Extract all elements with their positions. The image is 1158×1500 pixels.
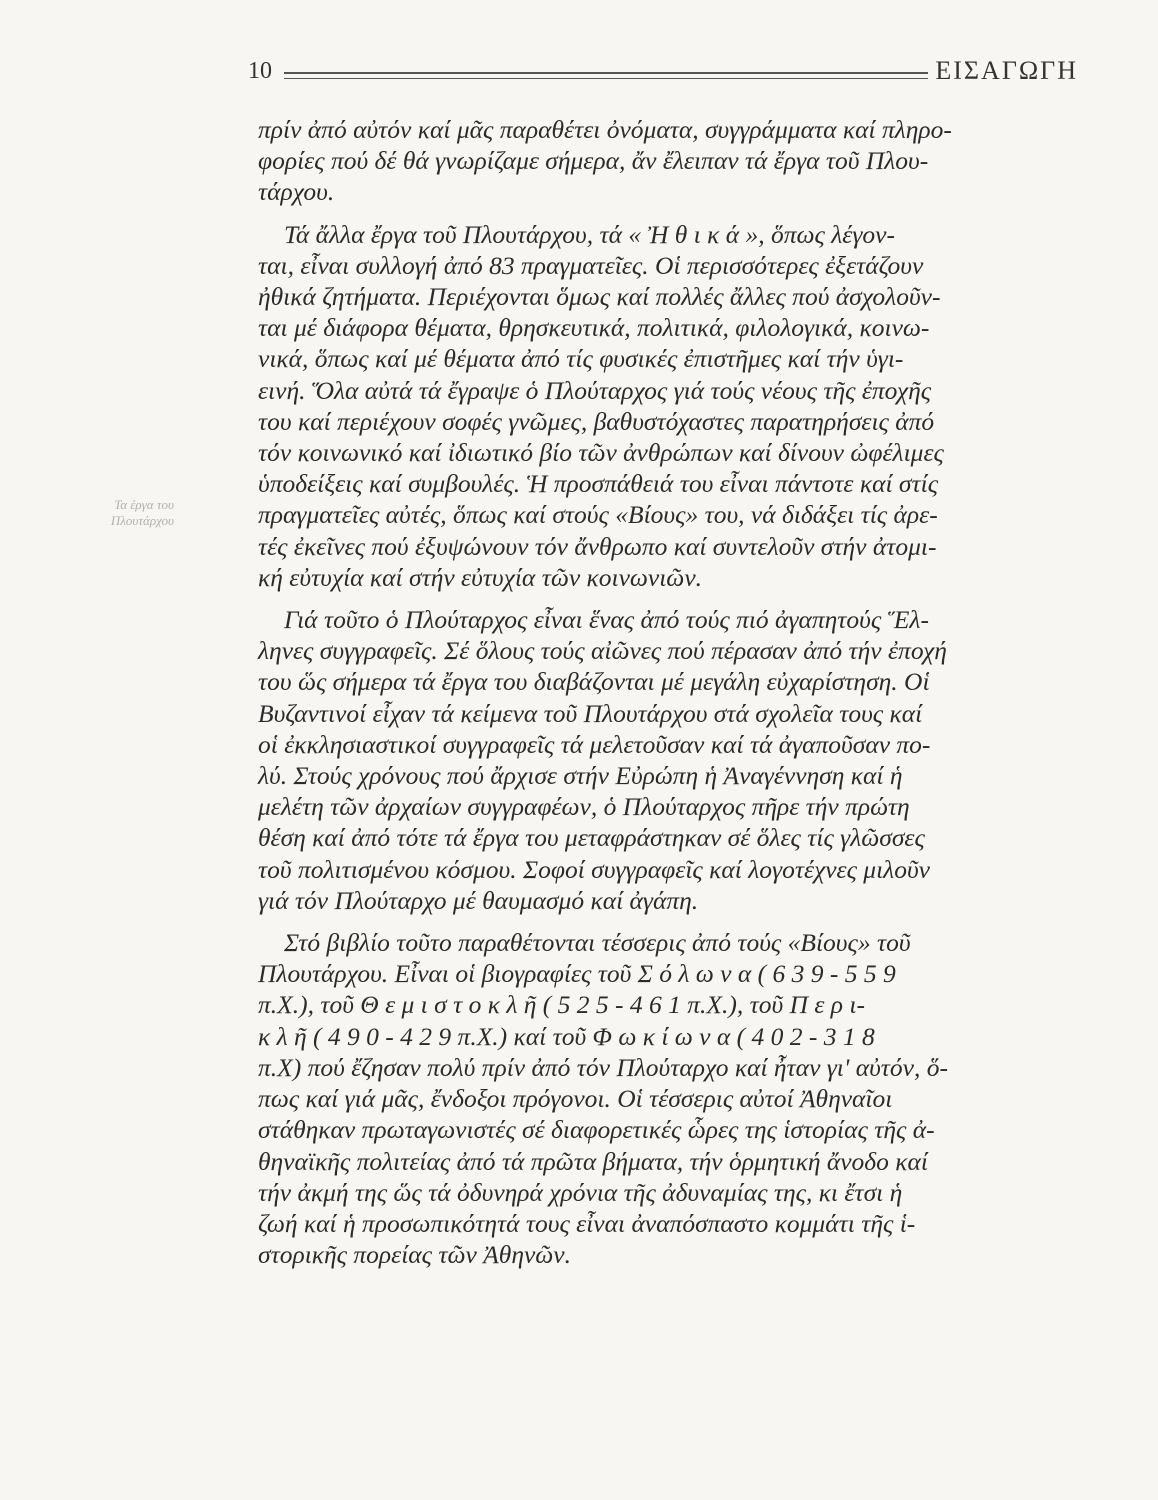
text-line: ὑποδείξεις καί συμβουλές. Ἡ προσπάθειά του εἶναι πάντοτε καί στίς — [258, 469, 939, 499]
text-line: κ λ ῆ ( 4 9 0 - 4 2 9 π.Χ.) καί τοῦ Φ ω κ ί ω ν α ( 4 0 2 - 3 1 8 — [258, 1021, 875, 1051]
running-header — [248, 52, 1078, 92]
text-line: φορίες πού δέ θά γνωρίζαμε σήμερα, ἄν ἔλειπαν τά ἔργα τοῦ Πλου- — [258, 146, 929, 176]
text-line: πραγματεῖες αὐτές, ὅπως καί στούς «Βίους» του, νά διδάξει τίς ἀρε- — [258, 500, 938, 530]
text-line: τοῦ πολιτισμένου κόσμου. Σοφοί συγγραφεῖς καί λογοτέχνες μιλοῦν — [258, 854, 931, 884]
text-line: ται μέ διάφορα θέματα, θρησκευτικά, πολιτικά, φιλολογικά, κοινω- — [258, 313, 930, 343]
text-line: π.Χ.), τοῦ Θ ε μ ι σ τ ο κ λ ῆ ( 5 2 5 - 4 6 1 π.Χ.), τοῦ Π ε ρ ι- — [258, 990, 865, 1020]
text-line: Πλουτάρχου. Εἶναι οἱ βιογραφίες τοῦ Σ ό λ ω ν α ( 6 3 9 - 5 5 9 — [258, 959, 896, 989]
text-line: τάρχου. — [258, 177, 335, 207]
text-line: γιά τόν Πλούταρχο μέ θαυμασμό καί ἀγάπη. — [258, 885, 699, 915]
margin-note-line: Τα έργα του — [114, 497, 174, 512]
text-line: Γιά τοῦτο ὁ Πλούταρχος εἶναι ἕνας ἀπό τούς πιό ἀγαπητούς Ἕλ- — [284, 605, 929, 635]
chapter-title: ΕΙΣΑΓΩΓΗ — [935, 56, 1078, 85]
text-line: στορικῆς πορείας τῶν Ἀθηνῶν. — [258, 1240, 571, 1270]
text-line: μελέτη τῶν ἀρχαίων συγγραφέων, ὁ Πλούταρχος πῆρε τήν πρώτη — [258, 792, 910, 822]
text-line: εινή. Ὅλα αὐτά τά ἔγραψε ὁ Πλούταρχος γιά τούς νέους τῆς ἐποχῆς — [258, 375, 932, 405]
text-line: θηναϊκῆς πολιτείας ἀπό τά πρῶτα βήματα, τήν ὁρμητική ἄνοδο καί — [258, 1146, 928, 1176]
text-line: νικά, ὅπως καί μέ θέματα ἀπό τίς φυσικές ἐπιστῆμες καί τήν ὑγι- — [258, 344, 904, 374]
text-line: π.Χ) πού ἔζησαν πολύ πρίν ἀπό τόν Πλούταρχο καί ἦταν γι' αὐτόν, ὅ- — [258, 1052, 948, 1082]
header-rule — [284, 72, 928, 79]
text-line: Στό βιβλίο τοῦτο παραθέτονται τέσσερις ἀπό τούς «Βίους» τοῦ — [284, 928, 911, 958]
text-line: θέση καί ἀπό τότε τά ἔργα του μεταφράστηκαν σέ ὅλες τίς γλῶσσες — [258, 823, 925, 853]
text-line: Τά ἄλλα ἔργα τοῦ Πλουτάρχου, τά « Ἠ θ ι κ ά », ὅπως λέγον- — [284, 219, 895, 249]
text-line: οἱ ἐκκλησιαστικοί συγγραφεῖς τά μελετοῦσαν καί τά ἀγαποῦσαν πο- — [258, 729, 931, 759]
text-line: ληνες συγγραφεῖς. Σέ ὅλους τούς αἰῶνες πού πέρασαν ἀπό τήν ἐποχή — [258, 636, 947, 666]
text-line: τόν κοινωνικό καί ἰδιωτικό βίο τῶν ἀνθρώπων καί δίνουν ὠφέλιμες — [258, 438, 944, 468]
paragraph-1 — [258, 114, 1086, 208]
text-line: ται, εἶναι συλλογή ἀπό 83 πραγματεῖες. Οἱ περισσότερες ἐξετάζουν — [258, 250, 924, 280]
page-number: 10 — [248, 58, 272, 84]
margin-note — [44, 497, 174, 529]
text-line: στάθηκαν πρωταγωνιστές σέ διαφορετικές ὧρες της ἱστορίας τῆς ἀ- — [258, 1115, 935, 1145]
text-line: τές ἐκεῖνες πού ἐξυψώνουν τόν ἄνθρωπο καί συντελοῦν στήν ἀτομι- — [258, 531, 937, 561]
text-line: ἠθικά ζητήματα. Περιέχονται ὅμως καί πολλές ἄλλες πού ἀσχολοῦν- — [258, 282, 941, 312]
text-line: λύ. Στούς χρόνους πού ἄρχισε στήν Εὐρώπη ἡ Ἀναγέννηση καί ἡ — [258, 761, 903, 791]
paragraph-3 — [258, 604, 1086, 916]
text-line: τήν ἀκμή της ὥς τά ὀδυνηρά χρόνια τῆς ἀδυναμίας της, κι ἔτσι ἡ — [258, 1177, 903, 1207]
paragraph-4 — [258, 927, 1086, 1270]
text-line: του ὥς σήμερα τά ἔργα του διαβάζονται μέ μεγάλη εὐχαρίστηση. Οἱ — [258, 667, 930, 697]
body-text — [258, 114, 1086, 1270]
text-line: του καί περιέχουν σοφές γνῶμες, βαθυστόχαστες παρατηρήσεις ἀπό — [258, 406, 935, 436]
margin-note-line: Πλουτάρχου — [110, 513, 174, 528]
text-line: κή εὐτυχία καί στήν εὐτυχία τῶν κοινωνιῶν. — [258, 562, 703, 592]
text-line: πως καί γιά μᾶς, ἔνδοξοι πρόγονοι. Οἱ τέσσερις αὐτοί Ἀθηναῖοι — [258, 1084, 893, 1114]
paragraph-2 — [258, 219, 1086, 593]
text-line: Βυζαντινοί εἶχαν τά κείμενα τοῦ Πλουτάρχου στά σχολεῖα τους καί — [258, 698, 923, 728]
text-line: ζωή καί ἡ προσωπικότητά τους εἶναι ἀναπόσπαστο κομμάτι τῆς ἱ- — [258, 1208, 916, 1238]
text-line: πρίν ἀπό αὐτόν καί μᾶς παραθέτει ὀνόματα, συγγράμματα καί πληρο- — [258, 115, 952, 144]
